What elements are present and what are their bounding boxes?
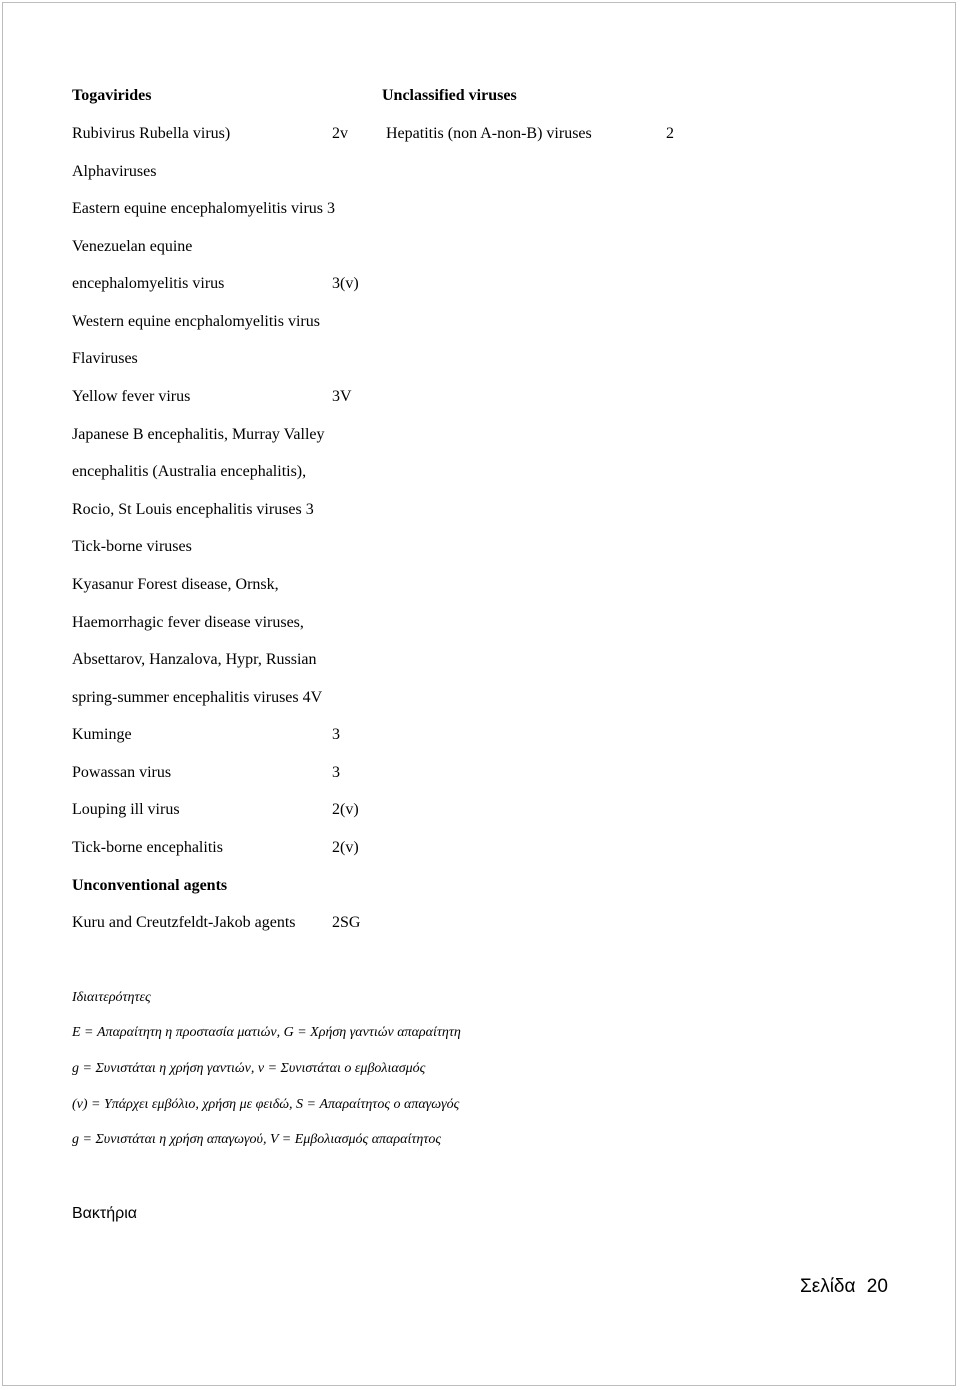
virus-name: Powassan virus bbox=[72, 764, 172, 781]
risk-class: 3(v) bbox=[332, 275, 359, 292]
virus-name: Western equine encphalomyelitis virus bbox=[72, 313, 320, 330]
virus-name: Alphaviruses bbox=[72, 163, 157, 180]
document-page bbox=[2, 2, 956, 1386]
notes-line: E = Απαραίτητη η προστασία ματιών, G = Χρήση γαντιών απαραίτητη bbox=[72, 1025, 461, 1040]
notes-line: g = Συνιστάται η χρήση γαντιών, v = Συνιστάται ο εμβολιασμός bbox=[72, 1061, 426, 1076]
virus-name: Rubivirus Rubella virus) bbox=[72, 125, 231, 142]
risk-class: 2v bbox=[332, 125, 348, 142]
notes-line: g = Συνιστάται η χρήση απαγωγού, V = Εμβολιασμός απαραίτητος bbox=[72, 1132, 442, 1147]
virus-name: Tick-borne encephalitis bbox=[72, 839, 223, 856]
risk-class: 2(v) bbox=[332, 839, 359, 856]
virus-name: Flaviruses bbox=[72, 350, 138, 367]
unconventional-agents-heading: Unconventional agents bbox=[72, 877, 228, 894]
risk-class: 3V bbox=[332, 388, 352, 405]
risk-class: 3 bbox=[332, 764, 340, 781]
virus-name: spring-summer encephalitis viruses 4V bbox=[72, 689, 323, 706]
virus-name: Tick-borne viruses bbox=[72, 538, 192, 555]
virus-name: Kuru and Creutzfeldt-Jakob agents bbox=[72, 914, 296, 931]
risk-class: 2 bbox=[666, 125, 674, 142]
risk-class: 3 bbox=[332, 726, 340, 743]
unclassified-viruses-heading: Unclassified viruses bbox=[382, 87, 517, 104]
notes-line: (v) = Υπάρχει εμβόλιο, χρήση με φειδώ, S = Απαραίτητος ο απαγωγός bbox=[72, 1097, 460, 1112]
page-label-text: Σελίδα bbox=[800, 1276, 856, 1297]
page-number: 20 bbox=[866, 1276, 888, 1297]
virus-name: encephalomyelitis virus bbox=[72, 275, 225, 292]
virus-name: Yellow fever virus bbox=[72, 388, 191, 405]
virus-name: Kyasanur Forest disease, Ornsk, bbox=[72, 576, 279, 593]
bacteria-heading: Βακτήρια bbox=[72, 1205, 138, 1222]
virus-name: encephalitis (Australia encephalitis), bbox=[72, 463, 307, 480]
risk-class: 2(v) bbox=[332, 801, 359, 818]
notes-title: Ιδιαιτερότητες bbox=[72, 990, 151, 1005]
page-label bbox=[800, 1278, 888, 1296]
togavirides-heading: Togavirides bbox=[72, 87, 152, 104]
virus-name: Eastern equine encephalomyelitis virus 3 bbox=[72, 200, 336, 217]
risk-class: 2SG bbox=[332, 914, 361, 931]
virus-name: Japanese B encephalitis, Murray Valley bbox=[72, 426, 325, 443]
virus-name: Rocio, St Louis encephalitis viruses 3 bbox=[72, 501, 314, 518]
virus-name: Haemorrhagic fever disease viruses, bbox=[72, 614, 304, 631]
virus-name: Venezuelan equine bbox=[72, 238, 193, 255]
virus-name: Absettarov, Hanzalova, Hypr, Russian bbox=[72, 651, 317, 668]
virus-name: Kuminge bbox=[72, 726, 132, 743]
virus-name: Hepatitis (non A-non-B) viruses bbox=[386, 125, 592, 142]
virus-name: Louping ill virus bbox=[72, 801, 180, 818]
